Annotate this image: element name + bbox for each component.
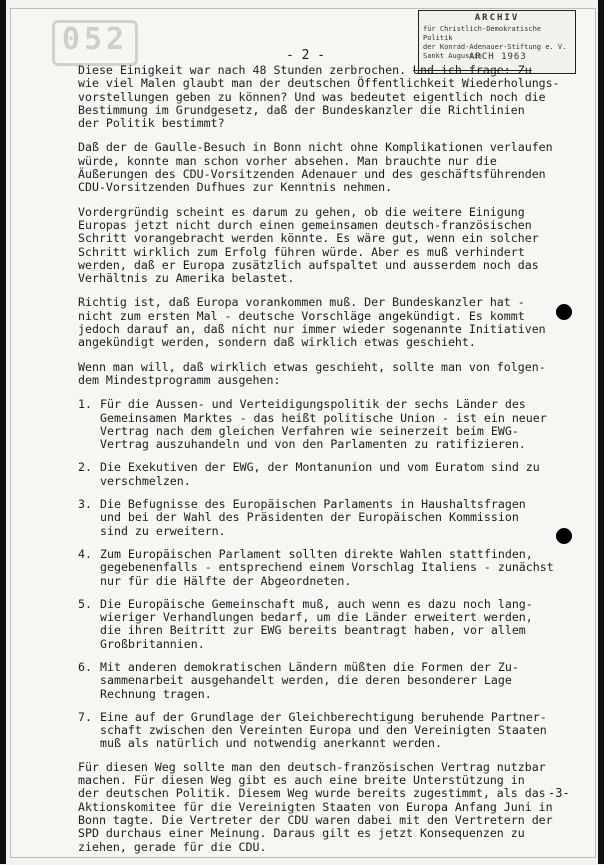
paragraph-5: Wenn man will, daß wirklich etwas geschieht, sollte man von folgen- dem Mindestprogramm ausgehen: [78,359,546,387]
list-item [78,498,578,538]
document-body [78,64,578,865]
paragraph-3: Vordergründig scheint es darum zu gehen, ob die weitere Einigung Europas jetzt nicht durch einen gemeinsamen deutsch-französischen Schritt vorangebracht werden könnte. Es wäre gut, wenn ein solcher Schritt wirklich zum Erfolg führen würde. Aber es muß verhindert werden, daß er Europa zusätzlich aufspaltet und ausserdem noch das Verhältnis zu Amerika belastet. [78,204,539,286]
list-item [78,461,578,488]
item-text: Für die Aussen- und Verteidigungspolitik der sechs Länder des Gemeinsamen Marktes - das heißt politische Union - ist ein neuer Vertrag nach dem gleichen Verfahren wie seinerzeit beim EWG- Vertrag auszuhandeln und von den Parlamenten zu ratifizieren. [100,397,547,452]
item-number: 1. [78,397,92,412]
list-item [78,711,578,751]
item-number: 7. [78,709,92,724]
item-text: Zum Europäischen Parlament sollten direkte Wahlen stattfinden, gegebenenfalls - entsprechend einem Vorschlag Italiens - zunächst nur für die Hälfte der Abgeordneten. [100,546,554,588]
punch-hole-top [556,304,572,320]
scan-edge-left [0,0,6,864]
item-number: 4. [78,546,92,561]
page-number: - 2 - [286,48,326,63]
next-page-marker: -3- [548,786,570,800]
stamp-title: ARCHIV [474,13,520,23]
stamp-line: Sankt Augustin [423,52,483,60]
stamp-inner-label: ARCH 1963 [469,52,527,62]
list-item [78,598,578,651]
paragraph-4: Richtig ist, daß Europa vorankommen muß. Der Bundeskanzler hat - nicht zum ersten Mal - deutsche Vorschläge angekündigt. Es kommt jedoch darauf an, daß nicht nur immer wieder sogenannte Initiativen angekündigt werden, sondern daß wirklich etwas geschieht. [78,295,546,350]
program-list [78,398,578,751]
item-number: 3. [78,497,92,512]
item-text: Mit anderen demokratischen Ländern müßten die Formen der Zu- sammenarbeit ausgehandelt werden, die deren besonderer Lage Rechnung tragen. [100,659,519,701]
item-number: 5. [78,596,92,611]
item-text: Die Exekutiven der EWG, der Montanunion und vom Euratom sind zu verschmelzen. [100,460,540,488]
list-item [78,548,578,588]
faint-page-marking: 052 [52,20,138,66]
list-item [78,661,578,701]
punch-hole-bottom [556,528,572,544]
stamp-line: der Konrad-Adenauer-Stiftung e. V. [423,43,567,51]
closing-paragraph: Für diesen Weg sollte man den deutsch-französischen Vertrag nutzbar machen. Für diesen Weg gibt es auch eine breite Unterstützung in der deutschen Politik. Diesem Weg wurde bereits zugestimmt, als das Aktionskomitee für die Vereinigten Staaten von Europa Anfang Juni in Bonn tagte. Die Vertreter der CDU waren dabei mit den Vertretern der SPD durchaus einer Meinung. Daraus gilt es jetzt Konsequenzen zu ziehen, gerade für die CDU. [78,759,553,854]
item-number: 2. [78,460,92,475]
paragraph-2: Daß der de Gaulle-Besuch in Bonn nicht ohne Komplikationen verlaufen würde, konnte man schon vorher absehen. Man brauchte nur die Äußerungen des CDU-Vorsitzenden Adenauer und des geschäftsführenden CDU-Vorsitzenden Dufhues zur Kenntnis nehmen. [78,140,553,195]
paragraph-1: Diese Einigkeit war nach 48 Stunden zerbrochen. Und ich frage: Zu wie viel Malen glaubt man der deutschen Öffentlichkeit Wiederholungs- vorstellungen geben zu können? Und was bedeutet eigentlich noch die Bestimmung im Grundgesetz, daß der Bundeskanzler die Richtlinien der Politik bestimmt? [78,63,560,131]
struck-text: Und ich frage: Zu [413,63,532,77]
item-number: 6. [78,659,92,674]
stamp-line: für Christlich-Demokratische Politik [423,25,542,42]
scan-edge-right [598,0,604,864]
item-text: Die Europäische Gemeinschaft muß, auch wenn es dazu noch lang- wieriger Verhandlungen bedarf, um die Länder erweitert werden, die ihren Beitritt zur EWG bereits beantragt haben, vor allem Großbritannien. [100,596,533,651]
item-text: Eine auf der Grundlage der Gleichberechtigung beruhende Partner- schaft zwischen den Vereinten Europa und den Vereinigten Staaten muß als natürlich und notwendig anerkannt werden. [100,709,547,751]
list-item [78,398,578,451]
item-text: Die Befugnisse des Europäischen Parlaments in Haushaltsfragen und bei der Wahl des Präsidenten der Europäischen Kommission sind zu erweitern. [100,497,526,538]
